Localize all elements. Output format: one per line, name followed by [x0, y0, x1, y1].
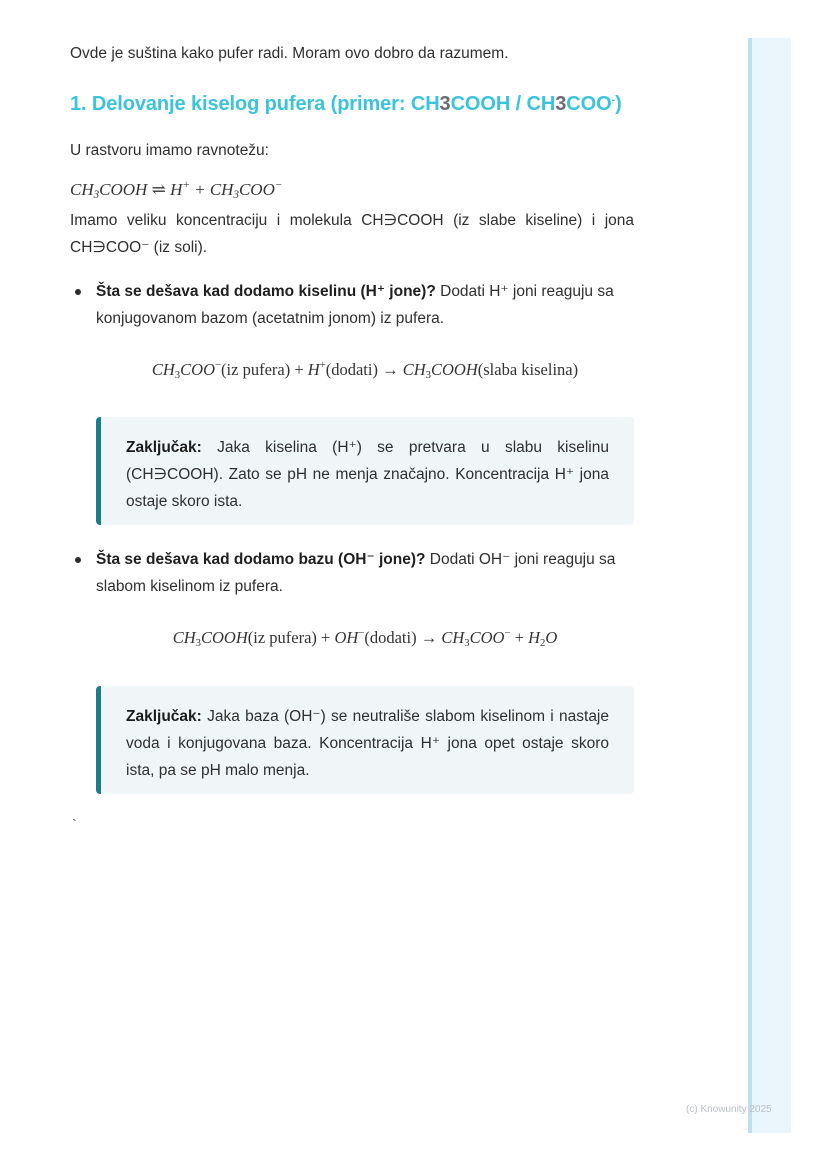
intro-text: Ovde je suština kako pufer radi. Moram ovo dobro da razumem. [70, 45, 509, 62]
heading-prefix: 1. Delovanje kiselog pufera (primer: CH [70, 93, 440, 115]
heading-subscript-3: 3 [555, 93, 567, 115]
equilibrium-arrow-icon: ⇌ [151, 180, 166, 199]
heading-close: ) [615, 93, 622, 115]
stray-mark: ` [72, 816, 77, 832]
bullet-item-acid [70, 278, 634, 332]
lead-text: U rastvoru imamo ravnotežu: [70, 142, 269, 159]
heading-subscript-3: 3 [439, 93, 451, 115]
side-panel [748, 38, 791, 1133]
reaction-equation-acid: $CH_3COO^-(iz$ pufera) + H+(dodati) → $CH_3COOH(slaba$ kiselina) [151, 359, 579, 381]
heading-suffix: COO [566, 93, 612, 115]
bullet-dot-icon [75, 289, 81, 295]
bullet-question: Šta se dešava kad dodamo kiselinu (H⁺ jone)? [96, 283, 436, 300]
bullet-item-base [70, 546, 634, 600]
heading-charge: - [611, 94, 616, 106]
footer-copyright: (c) Knowunity 2025 [686, 1104, 772, 1115]
callout-label: Zaključak: [126, 439, 202, 456]
callout-label: Zaključak: [126, 708, 202, 725]
callout-text: Zaključak: Jaka baza (OH⁻) se neutrališe slabom kiselinom i nastaje voda i konjugovana baza. Koncentracija H⁺ jona opet ostaje skoro ista, pa se pH malo menja. [126, 708, 609, 779]
bullet-question: Šta se dešava kad dodamo bazu (OH⁻ jone)? [96, 551, 426, 568]
reaction-equation-base: $CH_3COOH(iz$ pufera) + OH−(dodati) → $CH_3COO^- + H_2O$ [172, 627, 558, 649]
bullet-text: Dodati OH⁻ joni reaguju sa slabom kiselinom iz pufera. [96, 551, 616, 595]
conclusion-callout-acid [96, 417, 634, 525]
bullet-dot-icon [75, 557, 81, 563]
conclusion-callout-base [96, 686, 634, 794]
bullet-text: Dodati H⁺ joni reaguju sa konjugovanom bazom (acetatnim jonom) iz pufera. [96, 283, 614, 327]
section-heading [70, 93, 622, 116]
equilibrium-equation: $CH_3COOH$ ⇌ $H^+ + CH_3COO^-$ [70, 179, 283, 201]
heading-middle: COOH / CH [450, 93, 556, 115]
concentration-paragraph: Imamo veliku koncentraciju i molekula CH∋COOH (iz slabe kiseline) i jona CH∋COO⁻ (iz soli). [70, 212, 634, 256]
callout-text: Zaključak: Jaka kiselina (H⁺) se pretvara u slabu kiselinu (CH∋COOH). Zato se pH ne menja značajno. Koncentracija H⁺ jona ostaje skoro ista. [126, 439, 609, 510]
